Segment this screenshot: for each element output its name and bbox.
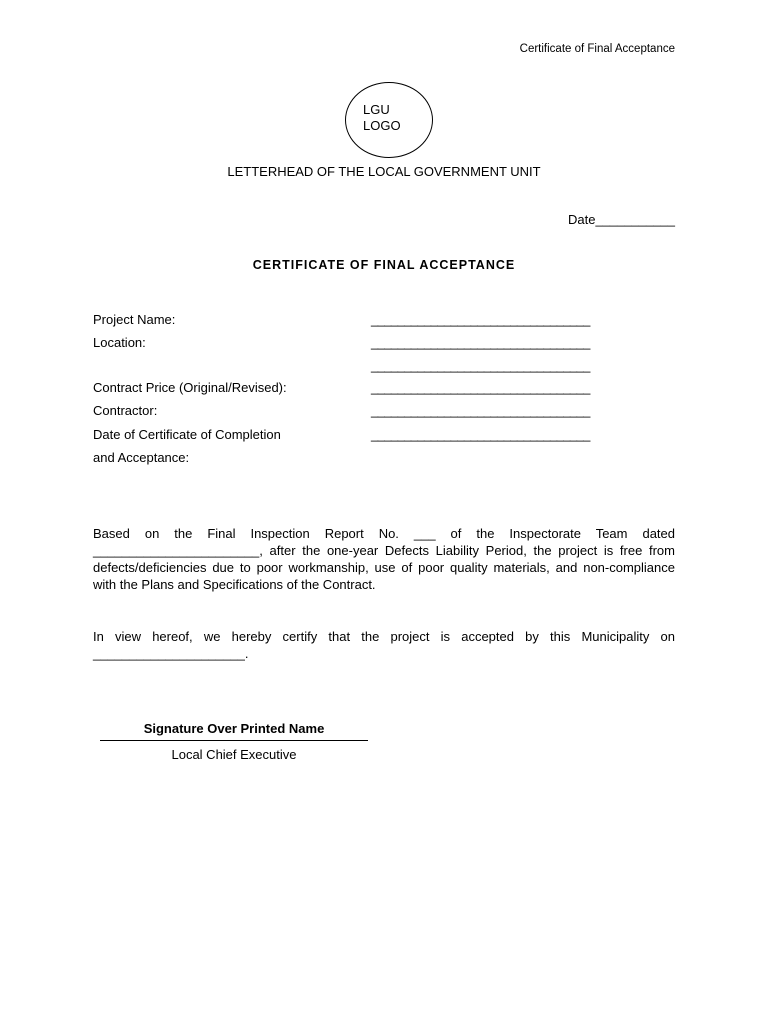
signature-name-label: Signature Over Printed Name [143,721,325,736]
certificate-title: CERTIFICATE OF FINAL ACCEPTANCE [252,258,516,272]
location-blank: _________________________________ [371,335,590,350]
contractor-label: Contractor: [93,403,158,418]
contractor-blank: _________________________________ [371,403,590,418]
date-certificate-label: Date of Certificate of Completion [93,427,281,442]
date-field: Date___________ [568,212,675,227]
contract-price-blank: _________________________________ [371,380,590,395]
body-paragraph-2: In view hereof, we hereby certify that the project is accepted by this Municipality on _____________________. [93,629,675,661]
project-name-blank: _________________________________ [371,312,590,327]
project-name-label: Project Name: [93,312,176,327]
letterhead-text: LETTERHEAD OF THE LOCAL GOVERNMENT UNIT [227,164,541,179]
logo-line-2: LOGO [363,118,401,133]
contract-price-label: Contract Price (Original/Revised): [93,380,287,395]
location-blank-2: _________________________________ [371,358,590,373]
running-header: Certificate of Final Acceptance [519,43,675,55]
date-certificate-blank: _________________________________ [371,427,590,442]
signature-line [100,740,368,741]
logo-line-1: LGU [363,102,390,117]
date-certificate-label-2: and Acceptance: [93,450,190,465]
body-paragraph-1: Based on the Final Inspection Report No. ___ of the Inspectorate Team dated _______________________, after the one-year Defects Liability Period, the project is free from defects/deficiencies due to poor workmanship, use of poor quality materials, and non-compliance with the Plans and Specifications of the Contract. [93,526,675,592]
signature-role: Local Chief Executive [171,747,297,762]
location-label: Location: [93,335,146,350]
lgu-logo-placeholder [345,82,433,158]
logo-text [363,102,401,134]
